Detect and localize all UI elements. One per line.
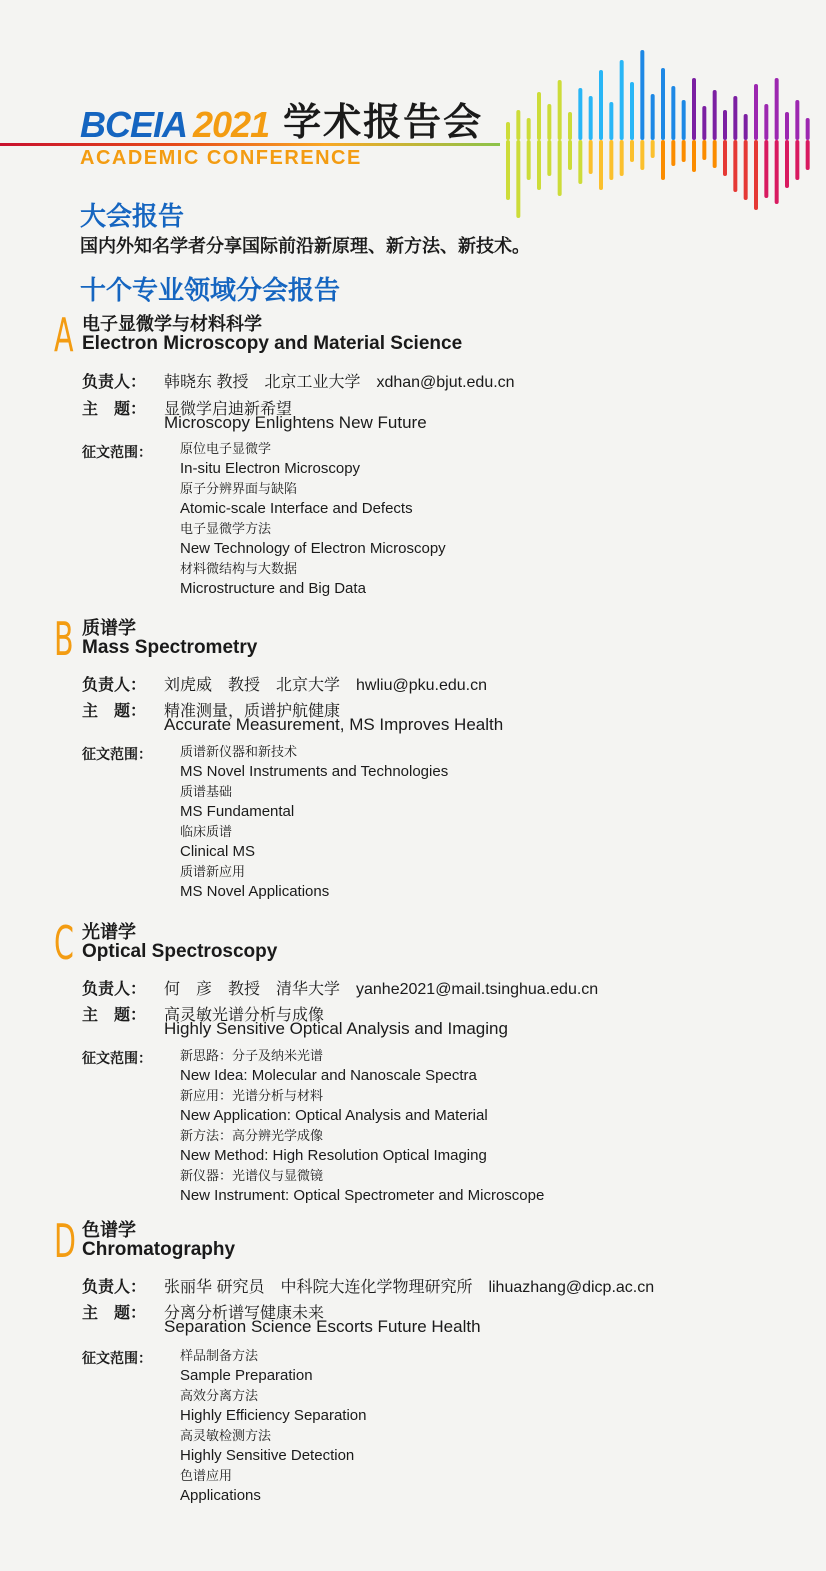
wave-bar-down bbox=[578, 140, 582, 184]
leader-label: 负责人： bbox=[82, 1279, 147, 1296]
wave-bar-up bbox=[692, 78, 696, 140]
scope-item: Microstructure and Big Data bbox=[180, 580, 366, 597]
leader-row bbox=[82, 369, 515, 392]
section-name-cn: 光谱学 bbox=[82, 922, 136, 942]
leader-value: 张丽华 研究员 中科院大连化学物理研究所 lihuazhang@dicp.ac.cn bbox=[164, 1279, 655, 1296]
scope-item: 原位电子显微学 bbox=[180, 441, 272, 456]
wave-bar-up bbox=[723, 110, 727, 140]
leader-row bbox=[82, 672, 487, 695]
wave-bar-down bbox=[599, 140, 603, 190]
wave-bar-down bbox=[806, 140, 810, 170]
wave-bar-down bbox=[764, 140, 768, 198]
scope-item: 高效分离方法 bbox=[180, 1388, 259, 1403]
section-name-cn: 色谱学 bbox=[82, 1220, 136, 1240]
wave-bar-down bbox=[640, 140, 644, 170]
section-name-cn: 电子显微学与材料科学 bbox=[82, 314, 262, 334]
wave-bar-down bbox=[537, 140, 541, 190]
scope-label: 征文范围： bbox=[82, 444, 152, 460]
section-letter: A bbox=[54, 308, 74, 362]
wave-bar-down bbox=[547, 140, 551, 176]
wave-bar-up bbox=[713, 90, 717, 140]
scope-item: 材料微结构与大数据 bbox=[180, 561, 298, 576]
wave-bar-up bbox=[516, 110, 520, 140]
scope-list bbox=[180, 742, 800, 902]
wave-bar-down bbox=[713, 140, 717, 168]
scope-item: Highly Efficiency Separation bbox=[180, 1407, 367, 1424]
logo-title-en: ACADEMIC CONFERENCE bbox=[80, 147, 362, 169]
wave-bar-down bbox=[671, 140, 675, 166]
wave-bar-up bbox=[764, 104, 768, 140]
wave-bar-down bbox=[589, 140, 593, 174]
wave-bar-down bbox=[775, 140, 779, 204]
leader-label: 负责人： bbox=[82, 677, 147, 694]
wave-bar-down bbox=[630, 140, 634, 162]
scope-item: 新思路：分子及纳米光谱 bbox=[180, 1048, 324, 1063]
scope-item: Sample Preparation bbox=[180, 1367, 313, 1384]
logo-brand: BCEIA bbox=[80, 104, 188, 145]
theme-cn: 精准测量，质谱护航健康 bbox=[164, 703, 341, 720]
wave-bar-down bbox=[692, 140, 696, 172]
theme-en: Microscopy Enlightens New Future bbox=[164, 413, 427, 432]
theme-cn: 高灵敏光谱分析与成像 bbox=[164, 1007, 325, 1024]
theme-label: 主 题： bbox=[82, 401, 147, 418]
section-a bbox=[50, 310, 820, 605]
wave-bar-up bbox=[733, 96, 737, 140]
wave-bar-up bbox=[775, 78, 779, 140]
wave-bar-up bbox=[578, 88, 582, 140]
wave-bar-down bbox=[795, 140, 799, 180]
section-name-cn: 质谱学 bbox=[82, 618, 136, 638]
wave-bar-up bbox=[754, 84, 758, 140]
wave-bar-down bbox=[651, 140, 655, 158]
scope-item: 新仪器：光谱仪与显微镜 bbox=[180, 1168, 324, 1183]
plenary-title: 大会报告 bbox=[80, 201, 185, 231]
wave-bar-down bbox=[682, 140, 686, 162]
scope-item: MS Novel Instruments and Technologies bbox=[180, 763, 449, 780]
leader-value: 刘虎威 教授 北京大学 hwliu@pku.edu.cn bbox=[164, 677, 487, 694]
wave-bar-down bbox=[785, 140, 789, 188]
wave-bar-up bbox=[506, 122, 510, 140]
sound-wave-graphic bbox=[500, 50, 826, 225]
leader-row bbox=[82, 976, 598, 999]
scope-list bbox=[180, 1346, 800, 1506]
wave-bar-down bbox=[723, 140, 727, 176]
wave-bar-up bbox=[547, 104, 551, 140]
scope-item: Atomic-scale Interface and Defects bbox=[180, 500, 413, 517]
plenary-description: 国内外知名学者分享国际前沿新原理、新方法、新技术。 bbox=[80, 236, 530, 256]
theme-label: 主 题： bbox=[82, 1007, 147, 1024]
wave-bar-up bbox=[744, 114, 748, 140]
section-name-en: Electron Microscopy and Material Science bbox=[82, 333, 463, 354]
wave-bar-up bbox=[682, 100, 686, 140]
wave-bar-up bbox=[630, 82, 634, 140]
wave-bar-up bbox=[589, 96, 593, 140]
scope-item: New Idea: Molecular and Nanoscale Spectra bbox=[180, 1067, 477, 1084]
scope-item: 电子显微学方法 bbox=[180, 521, 272, 536]
wave-bar-down bbox=[527, 140, 531, 180]
scope-item: 质谱新仪器和新技术 bbox=[180, 744, 298, 759]
theme-en: Separation Science Escorts Future Health bbox=[164, 1317, 481, 1336]
section-letter: B bbox=[54, 612, 74, 666]
scope-item: New Application: Optical Analysis and Material bbox=[180, 1107, 488, 1124]
section-letter: C bbox=[54, 916, 74, 970]
scope-item: 新应用：光谱分析与材料 bbox=[180, 1088, 324, 1103]
wave-bar-down bbox=[702, 140, 706, 160]
section-c bbox=[50, 918, 820, 1213]
logo-title-cn: 学术报告会 bbox=[283, 102, 484, 144]
leader-label: 负责人： bbox=[82, 374, 147, 391]
conference-logo bbox=[80, 98, 483, 146]
wave-bar-down bbox=[609, 140, 613, 180]
scope-item: New Technology of Electron Microscopy bbox=[180, 540, 446, 557]
scope-item: MS Fundamental bbox=[180, 803, 295, 820]
scope-item: 临床质谱 bbox=[180, 824, 233, 839]
section-d bbox=[50, 1216, 820, 1511]
wave-bar-down bbox=[744, 140, 748, 200]
wave-bar-up bbox=[795, 100, 799, 140]
section-name-en: Mass Spectrometry bbox=[82, 637, 258, 658]
wave-bar-down bbox=[661, 140, 665, 180]
wave-bar-up bbox=[537, 92, 541, 140]
scope-item: In-situ Electron Microscopy bbox=[180, 460, 361, 477]
theme-cn: 分离分析谱写健康未来 bbox=[164, 1305, 325, 1322]
scope-item: New Instrument: Optical Spectrometer and Microscope bbox=[180, 1187, 545, 1204]
theme-en: Highly Sensitive Optical Analysis and Imaging bbox=[164, 1019, 508, 1038]
scope-label: 征文范围： bbox=[82, 1050, 152, 1066]
scope-item: 原子分辨界面与缺陷 bbox=[180, 481, 298, 496]
wave-bar-down bbox=[568, 140, 572, 170]
wave-bar-up bbox=[671, 86, 675, 140]
wave-bar-up bbox=[785, 112, 789, 140]
wave-bar-down bbox=[733, 140, 737, 192]
wave-bar-up bbox=[609, 102, 613, 140]
wave-bar-down bbox=[620, 140, 624, 176]
scope-item: 样品制备方法 bbox=[180, 1348, 259, 1363]
leader-value: 韩晓东 教授 北京工业大学 xdhan@bjut.edu.cn bbox=[164, 374, 515, 391]
scope-item: 色谱应用 bbox=[180, 1468, 233, 1483]
wave-bar-up bbox=[527, 118, 531, 140]
scope-item: 高灵敏检测方法 bbox=[180, 1428, 272, 1443]
wave-bar-up bbox=[640, 50, 644, 140]
wave-bar-down bbox=[754, 140, 758, 210]
scope-item: MS Novel Applications bbox=[180, 883, 330, 900]
theme-label: 主 题： bbox=[82, 703, 147, 720]
wave-bar-up bbox=[702, 106, 706, 140]
theme-en: Accurate Measurement, MS Improves Health bbox=[164, 715, 504, 734]
logo-year: 2021 bbox=[193, 104, 270, 145]
leader-row bbox=[82, 1274, 654, 1297]
wave-bar-up bbox=[806, 118, 810, 140]
wave-bar-up bbox=[651, 94, 655, 140]
wave-bar-down bbox=[558, 140, 562, 196]
scope-item: New Method: High Resolution Optical Imaging bbox=[180, 1147, 487, 1164]
scope-list bbox=[180, 1046, 800, 1206]
sections-title: 十个专业领域分会报告 bbox=[80, 275, 341, 305]
scope-item: Highly Sensitive Detection bbox=[180, 1447, 355, 1464]
wave-bar-up bbox=[661, 68, 665, 140]
scope-item: Clinical MS bbox=[180, 843, 256, 860]
leader-label: 负责人： bbox=[82, 981, 147, 998]
section-b bbox=[50, 614, 820, 909]
scope-label: 征文范围： bbox=[82, 746, 152, 762]
wave-bar-up bbox=[599, 70, 603, 140]
scope-list bbox=[180, 439, 800, 599]
leader-value: 何 彦 教授 清华大学 yanhe2021@mail.tsinghua.edu.cn bbox=[164, 981, 599, 998]
scope-item: 新方法：高分辨光学成像 bbox=[180, 1128, 324, 1143]
scope-item: Applications bbox=[180, 1487, 261, 1504]
theme-cn: 显微学启迪新希望 bbox=[164, 401, 293, 418]
scope-item: 质谱新应用 bbox=[180, 864, 246, 879]
section-name-en: Chromatography bbox=[82, 1239, 236, 1260]
section-name-en: Optical Spectroscopy bbox=[82, 941, 278, 962]
wave-bar-up bbox=[568, 112, 572, 140]
wave-bar-down bbox=[506, 140, 510, 200]
scope-label: 征文范围： bbox=[82, 1350, 152, 1366]
wave-bar-up bbox=[558, 80, 562, 140]
section-letter: D bbox=[54, 1214, 76, 1268]
scope-item: 质谱基础 bbox=[180, 784, 233, 799]
wave-bar-down bbox=[516, 140, 520, 218]
theme-label: 主 题： bbox=[82, 1305, 147, 1322]
wave-bar-up bbox=[620, 60, 624, 140]
